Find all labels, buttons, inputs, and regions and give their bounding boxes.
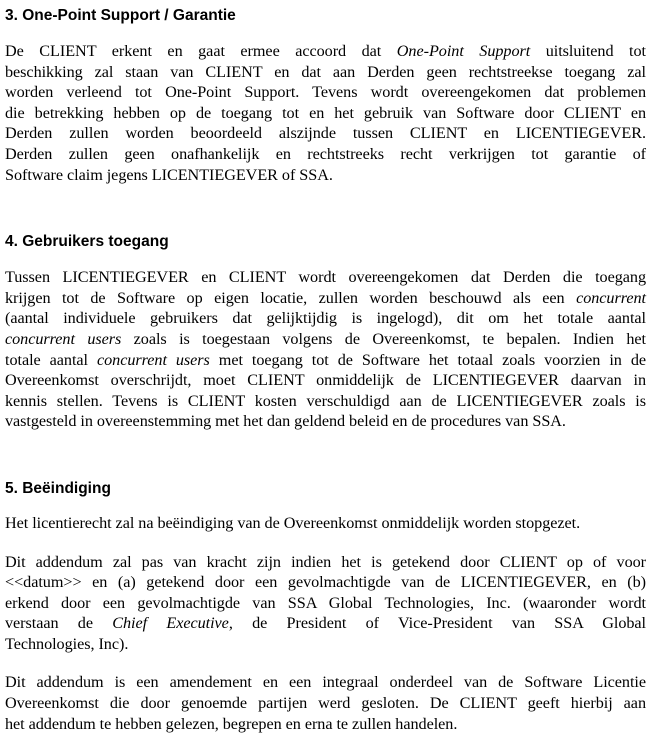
text-segment: beschikking zal staan van CLIENT en dat aan Derden geen rechtstreekse toegang zal (5, 62, 646, 81)
text-segment: Overeenkomst die door genoemde partijen werd gesloten. De CLIENT geeft hierbij aan (5, 694, 646, 713)
text-line (5, 634, 646, 655)
text-line (5, 288, 646, 309)
text-line (5, 613, 646, 634)
text-segment: Overeenkomst overschrijdt, moet CLIENT onmiddelijk de LICENTIEGEVER daarvan in (5, 371, 646, 390)
text-line (5, 593, 646, 614)
text-line (5, 41, 646, 62)
text-line (5, 103, 646, 124)
text-segment: Technologies, Inc). (5, 634, 129, 653)
text-line (5, 391, 646, 412)
italic-term: One-Point Support (396, 42, 531, 60)
section-4-heading: 4. Gebruikers toegang (5, 233, 169, 251)
section-3-heading: 3. One-Point Support / Garantie (5, 7, 236, 24)
text-segment: vastgesteld in overeenstemming met het dan geldend beleid en de procedures van SSA. (5, 412, 566, 431)
text-line (5, 165, 646, 186)
text-segment: worden verleend tot One-Point Support. Tevens wordt overeengekomen dat problemen (5, 83, 646, 102)
text-segment: totale aantal (5, 350, 97, 369)
text-segment: (aantal individuele gebruikers dat gelijktijdig is ingelogd), dit om het totale aantal (5, 309, 646, 328)
section-4-paragraph (5, 267, 646, 432)
text-line (5, 693, 646, 714)
text-segment: kennis stellen. Tevens is CLIENT kosten verschuldigd aan de LICENTIEGEVER zoals is (5, 391, 646, 410)
text-line (5, 411, 646, 432)
text-line (5, 62, 646, 83)
section-3-paragraph (5, 41, 646, 185)
text-line (5, 329, 646, 350)
text-line (5, 267, 646, 288)
text-segment: Tussen LICENTIEGEVER en CLIENT wordt overeengekomen dat Derden die toegang (5, 268, 646, 287)
text-line (5, 552, 646, 573)
section-5-paragraph-2 (5, 552, 646, 655)
text-line (5, 308, 646, 329)
text-segment: Dit addendum zal pas van kracht zijn indien het is getekend door CLIENT op of voor (5, 552, 646, 571)
italic-term: concurrent users (96, 350, 210, 369)
text-segment: met toegang tot de Software het totaal zoals voorzien in de (209, 350, 646, 369)
text-line (5, 572, 646, 593)
text-segment: krijgen tot de Software op eigen locatie, zullen worden beschouwd als een (5, 288, 577, 307)
text-segment: die betrekking hebben op de toegang tot en het gebruik van Software door CLIENT en (5, 103, 646, 122)
italic-term: concurrent (576, 288, 646, 307)
text-segment: erkend door een gevolmachtigde van SSA Global Technologies, Inc. (waaronder wordt (5, 593, 646, 612)
text-segment: Dit addendum is een amendement en een integraal onderdeel van de Software Licentie (5, 673, 646, 692)
text-segment: zoals is toegestaan volgens de Overeenkomst, te bepalen. Indien het (121, 329, 646, 348)
text-segment: <<datum>> en (a) getekend door een gevolmachtigde van de LICENTIEGEVER, en (b) (5, 573, 646, 592)
text-line (5, 123, 646, 144)
text-segment: Het licentierecht zal na beëindiging van de Overeenkomst onmiddelijk worden stopgezet. (5, 513, 581, 532)
italic-term: Chief Executive (112, 614, 229, 633)
text-line (5, 513, 646, 534)
section-5-paragraph-3 (5, 672, 646, 734)
text-segment: Software claim jegens LICENTIEGEVER of SSA. (5, 165, 333, 184)
text-line (5, 672, 646, 693)
text-line (5, 82, 646, 103)
text-segment: Derden zullen worden beoordeeld alszijnde tussen CLIENT en LICENTIEGEVER. (5, 124, 646, 143)
text-line (5, 350, 646, 371)
text-segment: het addendum te hebben gelezen, begrepen en erna te zullen handelen. (5, 714, 458, 733)
text-segment: Derden zullen geen onafhankelijk en rechtstreeks recht verkrijgen tot garantie of (5, 144, 646, 163)
text-segment: De CLIENT erkent en gaat ermee accoord dat (5, 42, 397, 60)
text-segment: , de President of Vice-President van SSA Global (228, 614, 646, 633)
text-segment: uitsluitend tot (530, 42, 646, 60)
text-segment: verstaan de (5, 614, 113, 633)
section-5-paragraph-1 (5, 513, 646, 534)
text-line (5, 144, 646, 165)
section-5-heading: 5. Beëindiging (5, 479, 111, 497)
italic-term: concurrent users (5, 329, 122, 348)
text-line (5, 714, 646, 735)
text-line (5, 370, 646, 391)
